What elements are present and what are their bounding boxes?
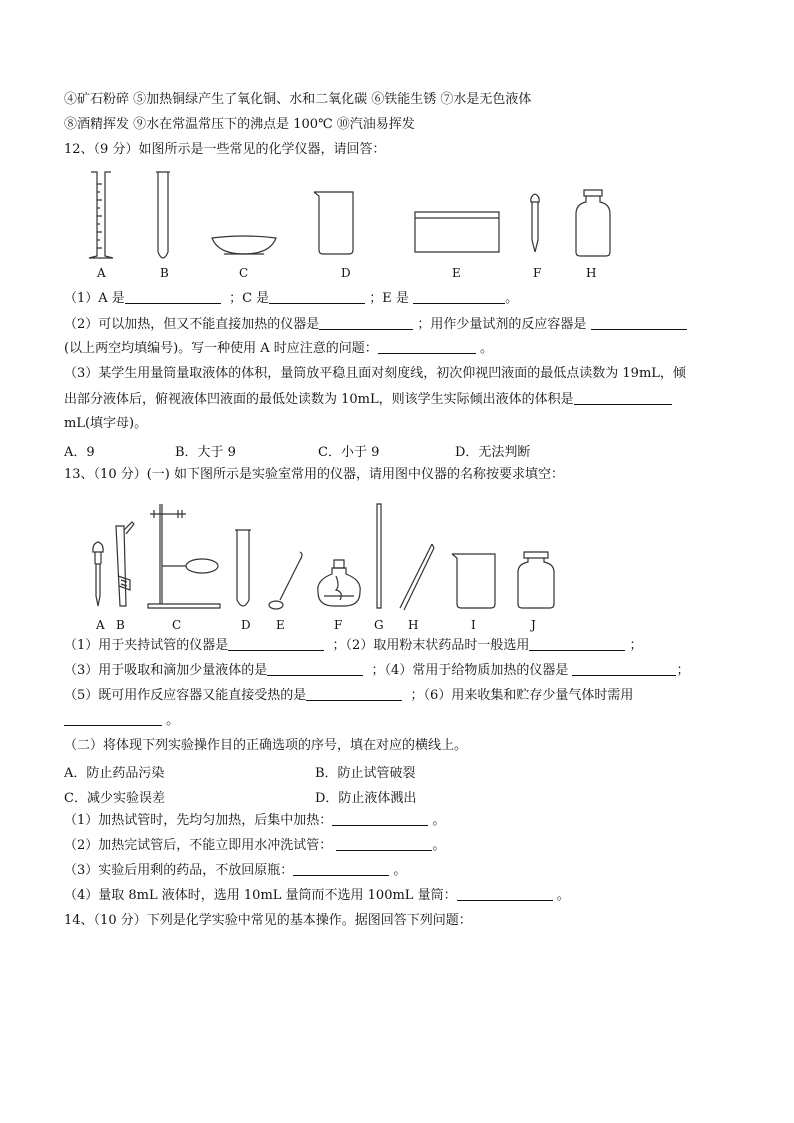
q12-part-2: （2）可以加热，但又不能直接加热的仪器是 ；用作少量试剂的反应容器是 [64,316,687,334]
q13-statement-4: （4）量取 8mL 液体时，选用 10mL 量筒而不选用 100mL 量筒： 。 [64,888,570,903]
q13-part-3: （3）用于吸取和滴加少量液体的是 ；（4）常用于给物质加热的仪器是 ； [64,663,690,678]
answer-blank[interactable] [228,637,324,651]
fig2-label-c: C [172,618,182,632]
beaker-d [313,190,357,256]
gas-bottle-j [516,550,556,610]
answer-blank[interactable] [125,290,221,304]
q12-option-b: B．大于 9 [175,445,236,460]
question-14-title: 14、（10 分）下列是化学实验中常见的基本操作。据图回答下列问题： [64,913,472,928]
answer-blank[interactable] [413,290,505,304]
fig2-label-f: F [334,618,343,632]
text-line-2: ⑧酒精挥发 ⑨水在常温常压下的沸点是 100℃ ⑩汽油易挥发 [64,117,415,132]
dropper-a [91,540,105,610]
trough-e [413,208,501,256]
fig2-label-h: H [408,618,419,632]
answer-blank[interactable] [306,687,402,701]
fig1-label-d: D [341,266,351,280]
answer-blank[interactable] [319,316,413,330]
q12-option-d: D．无法判断 [455,445,531,460]
fig1-label-h: H [586,266,597,280]
text-line-1: ④矿石粉碎 ⑤加热铜绿产生了氧化铜、水和二氧化碳 ⑥铁能生锈 ⑦水是无色液体 [64,92,532,107]
test-tube-b [153,170,173,262]
fig2-label-e: E [276,618,285,632]
dropper-f [528,192,542,258]
q13-part-5-cont: 。 [64,712,179,730]
gas-bottle-h [574,188,612,258]
answer-blank[interactable] [457,887,553,901]
fig1-label-a: A [97,266,106,280]
answer-blank[interactable] [529,637,625,651]
evaporating-dish-c [210,232,278,258]
q13-part-5: （5）既可用作反应容器又能直接受热的是 ；（6）用来收集和贮存少量气体时需用 [64,688,634,703]
fig1-label-b: B [160,266,169,280]
q12-part-3-end: mL(填字母)。 [64,416,148,431]
fig1-label-c: C [239,266,249,280]
medicine-spoon-e [266,550,306,612]
answer-blank[interactable] [293,862,389,876]
q12-part-1: （1）A 是 ；C 是 ；E 是 。 [64,291,519,306]
answer-blank[interactable] [269,290,365,304]
fig2-label-b: B [116,618,125,632]
q12-part-3-cont: 出部分液体后，俯视液体凹液面的最低处读数为 10mL，则该学生实际倾出液体的体积是 [64,391,672,409]
answer-blank[interactable] [572,662,676,676]
iron-stand-c [146,500,222,610]
answer-blank[interactable] [267,662,363,676]
fig2-label-j: J [531,618,536,632]
fig2-label-g: G [374,618,384,632]
q13-option-c: C．减少实验误差 [64,791,165,806]
answer-blank[interactable] [64,712,162,726]
fig2-label-i: I [471,618,476,632]
tongs-h [396,542,436,612]
q13-statement-1: （1）加热试管时，先均匀加热，后集中加热： 。 [64,813,446,828]
answer-blank[interactable] [378,340,476,354]
q13-option-a: A．防止药品污染 [64,766,165,781]
q12-option-c: C．小于 9 [318,445,380,460]
answer-blank[interactable] [591,316,687,330]
q13-statement-3: （3）实验后用剩的药品，不放回原瓶： 。 [64,863,407,878]
answer-blank[interactable] [336,837,432,851]
answer-blank[interactable] [574,391,672,405]
q13-section-2-title: （二）将体现下列实验操作目的正确选项的序号，填在对应的横线上。 [64,738,468,753]
answer-blank[interactable] [332,812,428,826]
q13-part-1: （1）用于夹持试管的仪器是 ；（2）取用粉末状药品时一般选用 ； [64,638,643,653]
question-12-title: 12、（9 分）如图所示是一些常见的化学仪器，请回答： [64,142,386,157]
glass-rod-g [373,502,385,610]
graduated-cylinder-a [86,170,116,262]
q12-option-a: A．9 [64,445,95,460]
alcohol-lamp-f [314,558,364,610]
fig2-label-a: A [96,618,105,632]
beaker-i [451,552,499,610]
test-tube-holder-b [112,520,136,610]
q13-statement-2: （2）加热完试管后，不能立即用水冲洗试管： 。 [64,838,446,853]
q12-part-3: （3）某学生用量筒量取液体的体积，量筒放平稳且面对刻度线，初次仰视凹液面的最低点读数为 19mL，倾 [64,366,686,381]
test-tube-d [233,528,253,610]
fig1-label-e: E [452,266,461,280]
fig2-label-d: D [241,618,251,632]
question-13-title: 13、（10 分）(一) 如下图所示是实验室常用的仪器，请用图中仪器的名称按要求填空： [64,467,564,482]
fig1-label-f: F [533,266,542,280]
q12-part-2-cont: (以上两空均填编号)。写一种使用 A 时应注意的问题： 。 [64,341,493,356]
q13-option-d: D．防止液体溅出 [315,791,417,806]
q13-option-b: B．防止试管破裂 [315,766,416,781]
